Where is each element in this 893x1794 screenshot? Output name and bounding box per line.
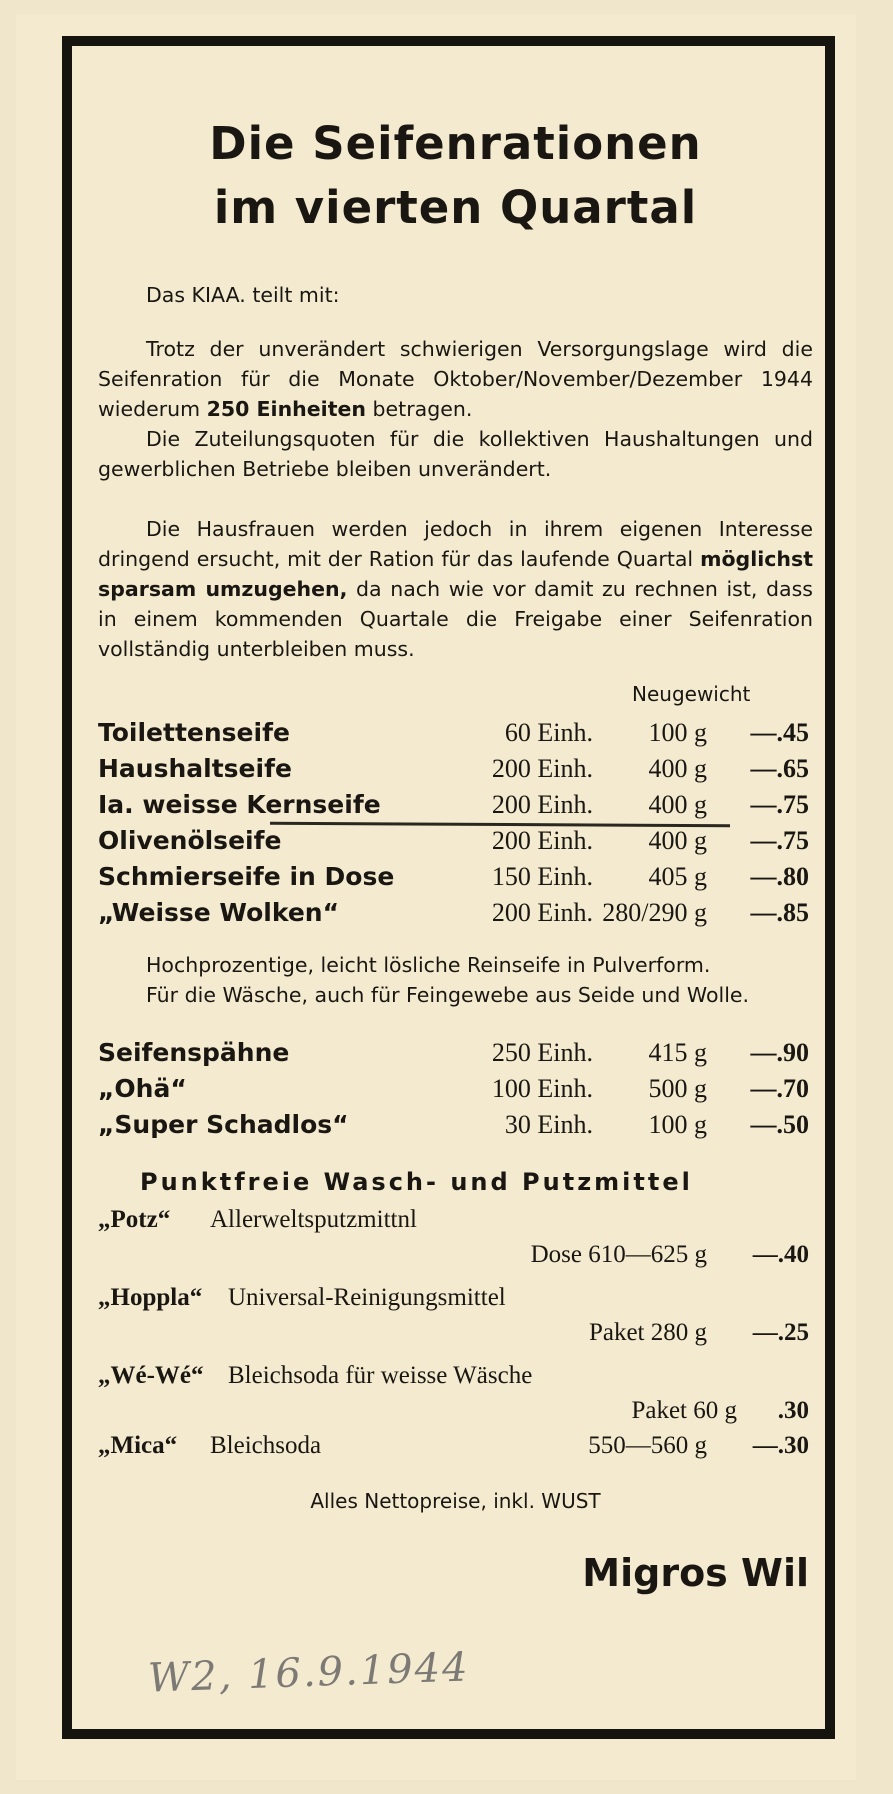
product-name: „Hoppla“: [98, 1284, 203, 1311]
price-row: [98, 750, 813, 786]
price: —.30: [752, 1432, 809, 1459]
product-pack-line: [98, 1317, 813, 1352]
paragraph-3-emphasis: möglichst sparsam umzugehen,: [98, 547, 813, 601]
advertiser-signature: Migros Wil: [582, 1551, 809, 1595]
price-row: [98, 822, 813, 858]
price: —.90: [750, 1038, 809, 1067]
ration-units: 100 Einh.: [491, 1074, 593, 1103]
product-name: „Super Schadlos“: [98, 1110, 349, 1139]
product-description: Allerweltsputzmittnl: [210, 1206, 417, 1233]
product-line: [98, 1282, 813, 1317]
cleaning-products-list: [98, 1204, 813, 1465]
paragraph-1-emphasis: 250 Einheiten: [206, 397, 367, 421]
powder-note-line-2: Für die Wäsche, auch für Feingewebe aus Seide und Wolle.: [146, 983, 750, 1007]
powder-note-line-1: Hochprozentige, leicht lösliche Reinseife in Pulverform.: [146, 953, 711, 977]
product-name: Olivenölseife: [98, 826, 282, 855]
product-pack: 550—560 g: [588, 1432, 707, 1459]
product-line: [98, 1204, 813, 1239]
product-name: „Wé-Wé“: [98, 1362, 204, 1389]
ration-units: 200 Einh.: [491, 898, 593, 927]
weight: 400 g: [648, 754, 707, 783]
weight: 100 g: [648, 718, 707, 747]
product-line: [98, 1360, 813, 1395]
price-row: [98, 786, 813, 822]
product-pack-line: [98, 1395, 813, 1430]
weight: 415 g: [648, 1038, 707, 1067]
paragraph-1-text: Trotz der unverändert schwierigen Versorgungslage wird die Seifenration für die Monate Oktober/November/Dezember 1944 wiederum: [98, 337, 813, 421]
advertisement-content: [98, 36, 813, 1595]
ration-units: 30 Einh.: [504, 1110, 593, 1139]
product-name: Toilettenseife: [98, 718, 290, 747]
price-row: [98, 1070, 813, 1106]
price: —.45: [750, 718, 809, 747]
headline-line-2: im vierten Quartal: [213, 181, 698, 234]
product-pack-line: [98, 1239, 813, 1274]
product-description: Bleichsoda für weisse Wäsche: [228, 1362, 533, 1389]
price-row: [98, 858, 813, 894]
product-name: Schmierseife in Dose: [98, 862, 395, 891]
ration-units: 60 Einh.: [504, 718, 593, 747]
product-pack: Dose 610—625 g: [530, 1241, 707, 1268]
weight: 405 g: [648, 862, 707, 891]
powder-price-list: [98, 1034, 813, 1142]
price-row: [98, 1106, 813, 1142]
paragraph-3: [98, 514, 813, 664]
footer-note: Alles Nettopreise, inkl. WUST: [310, 1489, 601, 1513]
paragraph-3-text: Die Hausfrauen werden jedoch in ihrem eigenen Interesse dringend ersucht, mit der Ration für das laufende Quartal: [98, 517, 813, 571]
price: .30: [777, 1397, 809, 1424]
product-name: „Potz“: [98, 1206, 171, 1233]
price-row: [98, 894, 813, 930]
weight: 400 g: [648, 826, 707, 855]
handwritten-annotation: W2, 16.9.1944: [147, 1644, 471, 1702]
section-title: Punktfreie Wasch- und Putzmittel: [140, 1168, 693, 1196]
product-name: Seifenspähne: [98, 1038, 290, 1067]
product-name: „Weisse Wolken“: [98, 898, 340, 927]
weight: 500 g: [648, 1074, 707, 1103]
price: —.25: [752, 1319, 809, 1346]
product-name: „Ohä“: [98, 1074, 187, 1103]
product-name: Ia. weisse Kernseife: [98, 790, 381, 819]
intro-text: Das KIAA. teilt mit:: [146, 283, 340, 307]
price-row: [98, 1034, 813, 1070]
price: —.65: [750, 754, 809, 783]
price: —.50: [750, 1110, 809, 1139]
product-description: Universal-Reinigungsmittel: [228, 1284, 506, 1311]
price: —.85: [750, 898, 809, 927]
weight: 100 g: [648, 1110, 707, 1139]
paragraph-2: Die Zuteilungsquoten für die kollektiven Haushaltungen und gewerblichen Betriebe bleiben unverändert.: [98, 427, 813, 481]
weight: 280/290 g: [602, 898, 707, 927]
price: —.75: [750, 826, 809, 855]
paragraph-3-end: da nach wie vor damit zu rechnen ist, dass in einem kommenden Quartale die Freigabe einer Seifenration vollständig unterbleiben muss.: [98, 577, 813, 661]
headline-line-1: Die Seifenrationen: [209, 117, 702, 170]
headline: [98, 112, 813, 240]
weight: 400 g: [648, 790, 707, 819]
price: —.80: [750, 862, 809, 891]
price: —.40: [752, 1241, 809, 1268]
product-pack: Paket 280 g: [588, 1319, 707, 1346]
ration-units: 150 Einh.: [491, 862, 593, 891]
soap-price-list: [98, 714, 813, 930]
paragraph-1-end: betragen.: [372, 397, 473, 421]
ration-units: 200 Einh.: [491, 826, 593, 855]
product-line: [98, 1430, 813, 1465]
product-description: Bleichsoda: [210, 1432, 322, 1459]
column-header-neugewicht: Neugewicht: [632, 682, 751, 706]
product-pack: Paket 60 g: [631, 1397, 737, 1424]
powder-note: [98, 950, 813, 1010]
product-name: Haushaltseife: [98, 754, 292, 783]
price: —.75: [750, 790, 809, 819]
price: —.70: [750, 1074, 809, 1103]
paragraph-1: [98, 334, 813, 424]
price-row: [98, 714, 813, 750]
ration-units: 200 Einh.: [491, 754, 593, 783]
product-name: „Mica“: [98, 1432, 178, 1459]
ration-units: 200 Einh.: [491, 790, 593, 819]
ration-units: 250 Einh.: [491, 1038, 593, 1067]
